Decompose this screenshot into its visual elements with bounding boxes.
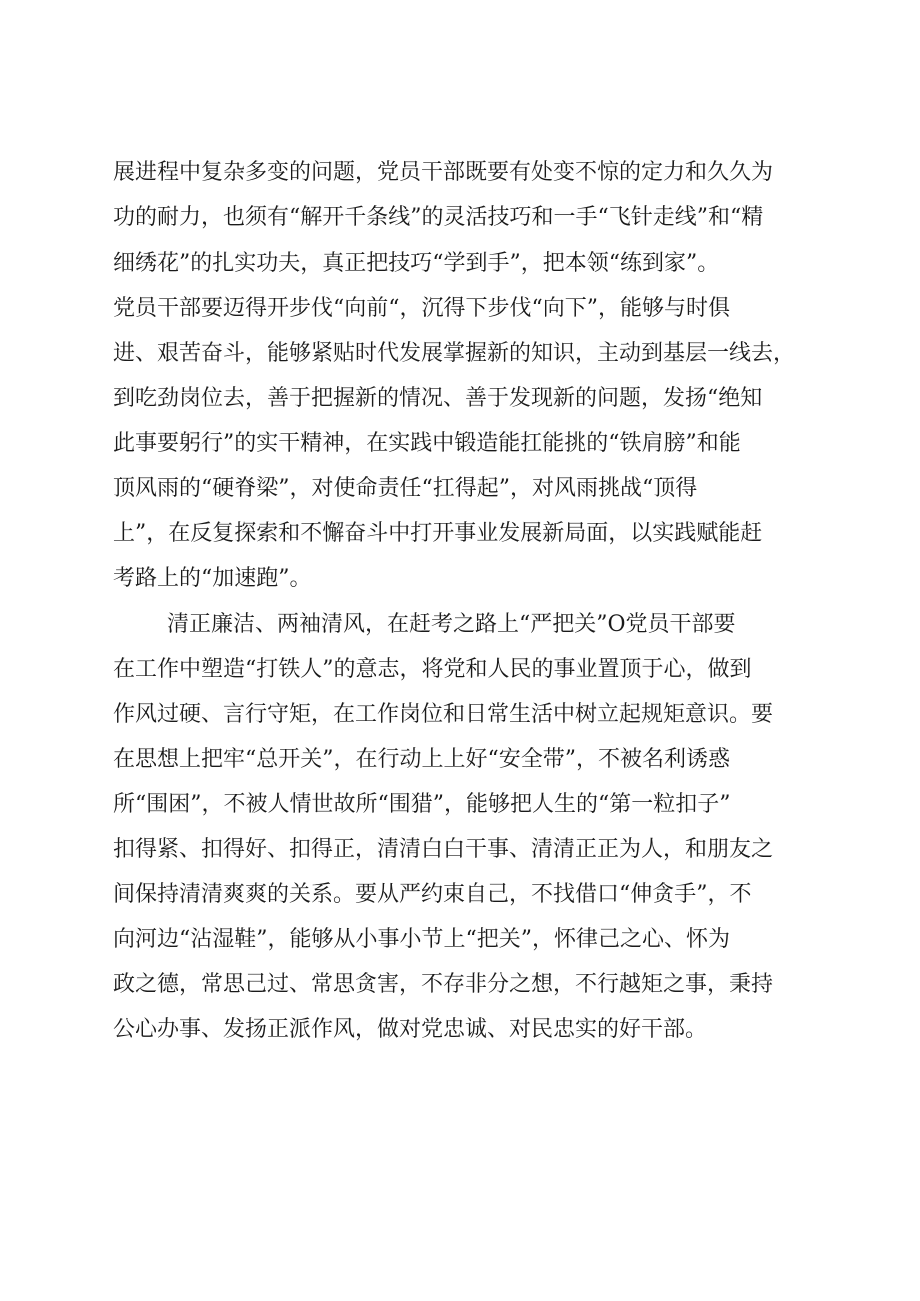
paragraph-line: 所“围困”，不被人情世故所“围猎”，能够把人生的“第一粒扣子” [113, 792, 731, 817]
paragraph-line: 细绣花”的扎实功夫，真正把技巧“学到手”，把本领“练到家”。 [113, 251, 720, 276]
paragraph-line: 党员干部要迈得开步伐“向前“，沉得下步伐“向下”，能够与时俱 [113, 296, 730, 321]
paragraph-line: 展进程中复杂多变的问题，党员干部既要有处变不惊的定力和久久为 [113, 160, 774, 185]
paragraph-line: 清正廉洁、两袖清风，在赶考之路上“严把关”O党员干部要 [167, 612, 736, 637]
paragraph-line: 公心办事、发扬正派作风，做对党忠诚、对民忠实的好干部。 [113, 1017, 708, 1042]
paragraph-line: 扣得紧、扣得好、扣得正，清清白白干事、清清正正为人，和朋友之 [113, 837, 774, 862]
paragraph-line: 进、艰苦奋斗，能够紧贴时代发展掌握新的知识，主动到基层一线去， [113, 341, 796, 366]
paragraph-line: 在工作中塑造“打铁人”的意志，将党和人民的事业置顶于心，做到 [113, 657, 752, 682]
paragraph-line: 到吃劲岗位去，善于把握新的情况、善于发现新的问题，发扬“绝知 [113, 386, 763, 411]
paragraph-line: 间保持清清爽爽的关系。要从严约束自己，不找借口“伸贪手”，不 [113, 882, 752, 907]
paragraph-line: 此事要躬行”的实干精神，在实践中锻造能扛能挑的“铁肩膀”和能 [113, 431, 741, 456]
paragraph-line: 考路上的“加速跑”。 [113, 566, 312, 591]
paragraph-line: 功的耐力，也须有“解开千条线”的灵活技巧和一手“飞针走线”和“精 [113, 205, 764, 230]
paragraph-line: 向河边“沾湿鞋”，能够从小事小节上“把关”，怀律己之心、怀为 [113, 927, 730, 952]
paragraph-line: 作风过硬、言行守矩，在工作岗位和日常生活中树立起规矩意识。要 [113, 702, 774, 727]
paragraph-line: 上”，在反复探索和不懈奋斗中打开事业发展新局面，以实践赋能赶 [113, 521, 763, 546]
paragraph-line: 在思想上把牢“总开关”，在行动上上好“安全带”，不被名利诱惑 [113, 747, 730, 772]
paragraph-line: 政之德，常思己过、常思贪害，不存非分之想，不行越矩之事，秉持 [113, 972, 774, 997]
paragraph-line: 顶风雨的“硬脊梁”，对使命责任“扛得起”，对风雨挑战“顶得 [113, 476, 698, 501]
